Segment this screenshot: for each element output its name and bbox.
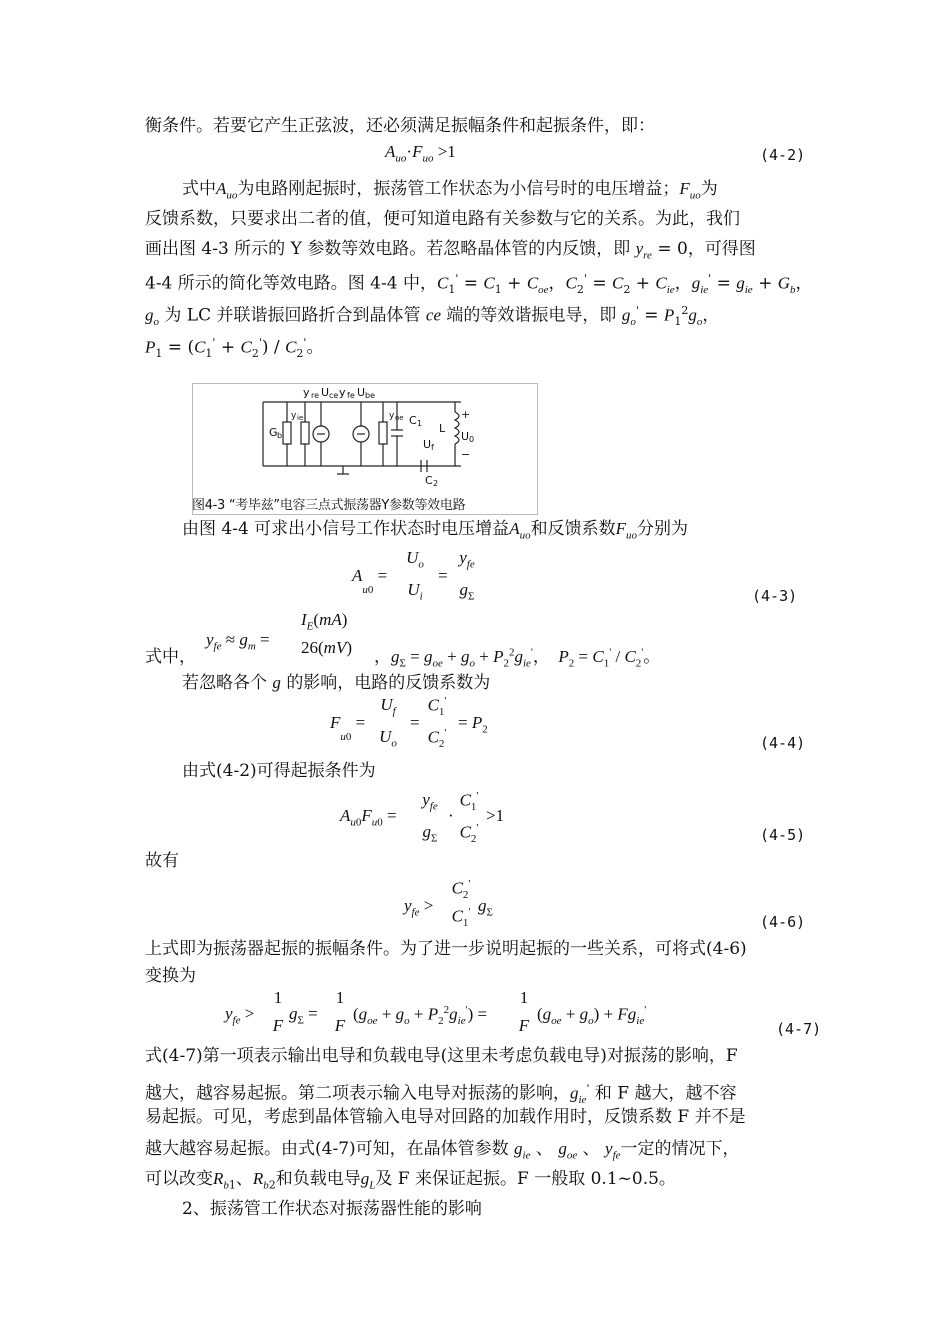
svg-text:2: 2 [433, 479, 439, 488]
equation-number: (4-3) [752, 587, 798, 605]
svg-text:0: 0 [469, 435, 475, 444]
svg-text:C: C [409, 414, 417, 427]
equation-number: (4-2) [760, 146, 806, 164]
svg-text:U: U [423, 438, 432, 451]
svg-text:U: U [461, 430, 470, 443]
svg-text:U: U [321, 386, 330, 399]
paragraph-line: 由图 4-4 可求出小信号工作状态时电压增益$A_{uo}$和反馈系数$F_{uo}$分别为 [182, 519, 688, 542]
equation-number: (4-6) [760, 913, 806, 931]
svg-text:b: b [277, 431, 283, 440]
figure-caption: 图4-3 “考毕兹”电容三点式振荡器Y参数等效电路 [192, 498, 466, 513]
paragraph-line: 上式即为振荡器起振的振幅条件。为了进一步说明起振的一些关系，可将式(4-6) [145, 939, 747, 959]
svg-text:oe: oe [395, 414, 404, 422]
paragraph-line: $P_1 = (C_1' + C_2') / C_2'$。 [145, 336, 324, 361]
equation-number: (4-7) [776, 1020, 822, 1038]
paragraph-line: 反馈系数，只要求出二者的值，便可知道电路有关参数与它的关系。为此，我们 [145, 209, 740, 229]
paragraph-line: 可以改变$R_{b1}$、$R_{b2}$和负载电导$g_L$及 F 来保证起振。F 一般取 0.1~0.5。 [145, 1169, 676, 1192]
paragraph-line: 易起振。可见，考虑到晶体管输入电导对回路的加载作用时，反馈系数 F 并不是 [145, 1107, 746, 1127]
paragraph-line: 衡条件。若要它产生正弦波，还必须满足振幅条件和起振条件，即： [145, 116, 655, 136]
svg-text:L: L [439, 422, 446, 435]
svg-text:y: y [291, 411, 297, 421]
paragraph-line: 若忽略各个 g 的影响，电路的反馈系数为 [182, 673, 491, 693]
svg-text:fe: fe [347, 391, 355, 400]
svg-text:be: be [365, 391, 375, 400]
paragraph-line: 式中$A_{uo}$为电路刚起振时，振荡管工作状态为小信号时的电压增益；$F_{uo}$为 [182, 179, 718, 202]
paragraph-line: 故有 [145, 851, 179, 871]
paragraph-line: $g_o$ 为 LC 并联谐振回路折合到晶体管 ce 端的等效谐振电导，即 $g_o' = P_1^2g_o$， [145, 304, 720, 329]
paragraph-line: 由式(4-2)可得起振条件为 [182, 761, 376, 781]
equation-4-2: $A_{uo}\cdot F_{uo} >1$ [385, 142, 456, 165]
svg-text:re: re [311, 391, 320, 400]
paragraph-line: 变换为 [145, 966, 196, 986]
equation-number: (4-5) [760, 826, 806, 844]
svg-text:C: C [425, 474, 433, 487]
svg-text:ce: ce [329, 391, 339, 400]
svg-text:y: y [389, 411, 395, 421]
paragraph-line: 画出图 4-3 所示的 Y 参数等效电路。若忽略晶体管的内反馈，即 $y_{re} = 0$，可得图 [145, 239, 756, 262]
svg-text:G: G [269, 426, 278, 439]
paragraph-line: 4-4 所示的简化等效电路。图 4-4 中，$C_1' = C_1 + C_{oe}$，$C_2' = C_2 + C_{ie}$，$g_{ie}' = g_{ie} + G_b$， [145, 272, 813, 297]
document-page: 衡条件。若要它产生正弦波，还必须满足振幅条件和起振条件，即： $A_{uo}\cdot F_{uo} >1$ (4-2) 式中$A_{uo}$为电路刚起振时，振荡管工作状态为小信号时的电压增益；$F_{uo}$为 反馈系数，只要求出二者的值，便可知道电路有关参数与它的关系。为此，我们 画出图 4-3 所示的 Y 参数等效电路。若忽略晶体管的内反馈，即 $y_{re} = 0$，可得图 4-4 所示的简化等效电路。图 4-4 中，$C_1' = C_1 + C_{oe}$，$C_2' = C_2 + C_{ie}$，$g_{ie}' = g_{ie} + G_b$， $g_o$ 为 LC 并联谐振回路折合到晶体管 ce 端的等效谐振电导，即 $g_o' = P_1^2g_o$， $P_1 = (C_1' + C_2') / C_2'$。 y re U ce y fe U be G b y ie y oe C 1 L U 0 U f C 2 + − 图4-3 “考毕兹”电容三点式振荡器Y参数等效电路 由图 4-4 可求出小信号工作状态时电压增益$A_{uo}$和反馈系数$F_{uo}$分别为 $A_{u0}$ = $U_o$ $U_i$ = $y_{fe}$ $g_\Sigma$ (4-3) 式中， $y_{fe} \approx g_m$ = $I_E(mA)$ 26(mV) ，$g_\Sigma = g_{oe} + g_o + P_2^2g_{ie}'$， $P_2 = C_1' / C_2'$。 若忽略各个 g 的影响，电路的反馈系数为 $F_{u0}$ = $U_f$ $U_o$ = $C_1'$ $C_2'$ = $P_2$ (4-4) 由式(4-2)可得起振条件为 $A_{u0}F_{u0}$ = $y_{fe}$ $g_\Sigma$ · $C_1'$ $C_2'$ >1 (4-5) 故有 $y_{fe}$ > $C_2'$ $C_1'$ $g_\Sigma$ (4-6) 上式即为振荡器起振的振幅条件。为了进一步说明起振的一些关系，可将式(4-6) 变换为 $y_{fe}$ > 1 F $g_\Sigma$ = 1 F $(g_{oe} + g_o + P_2^2g_{ie}')$ = 1 F $(g_{oe} + g_o) + Fg_{ie}'$ (4-7) 式(4-7)第一项表示输出电导和负载电导(这里未考虑负载电导)对振荡的影响，F 越大，越容易起振。第二项表示输入电导对振荡的影响，$g_{ie}'$ 和 F 越大，越不容 易起振。可见，考虑到晶体管输入电导对回路的加载作用时，反馈系数 F 并不是 越大越容易起振。由式(4-7)可知，在晶体管参数 $g_{ie}$ 、 $g_{oe}$ 、 $y_{fe}$一定的情况下， 可以改变$R_{b1}$、$R_{b2}$和负载电导$g_L$及 F 来保证起振。F 一般取 0.1~0.5。 2、振荡管工作状态对振荡器性能的影响 [145, 116, 822, 1219]
svg-text:y: y [339, 386, 346, 399]
svg-text:ie: ie [297, 414, 304, 422]
equation-number: (4-4) [760, 734, 806, 752]
section-heading: 2、振荡管工作状态对振荡器性能的影响 [182, 1199, 482, 1219]
svg-text:1: 1 [417, 419, 423, 428]
svg-text:+: + [461, 408, 471, 421]
svg-text:f: f [431, 443, 434, 452]
svg-text:U: U [357, 386, 366, 399]
svg-text:y: y [303, 386, 310, 399]
paragraph-line: 式中， [145, 647, 196, 667]
svg-text:−: − [461, 448, 471, 461]
paragraph-line: 越大，越容易起振。第二项表示输入电导对振荡的影响，$g_{ie}'$ 和 F 越大，越不容 [145, 1082, 737, 1107]
paragraph-line: 越大越容易起振。由式(4-7)可知，在晶体管参数 $g_{ie}$ 、 $g_{oe}$ 、 $y_{fe}$一定的情况下， [145, 1139, 740, 1162]
paragraph-line: 式(4-7)第一项表示输出电导和负载电导(这里未考虑负载电导)对振荡的影响，F [145, 1046, 738, 1066]
